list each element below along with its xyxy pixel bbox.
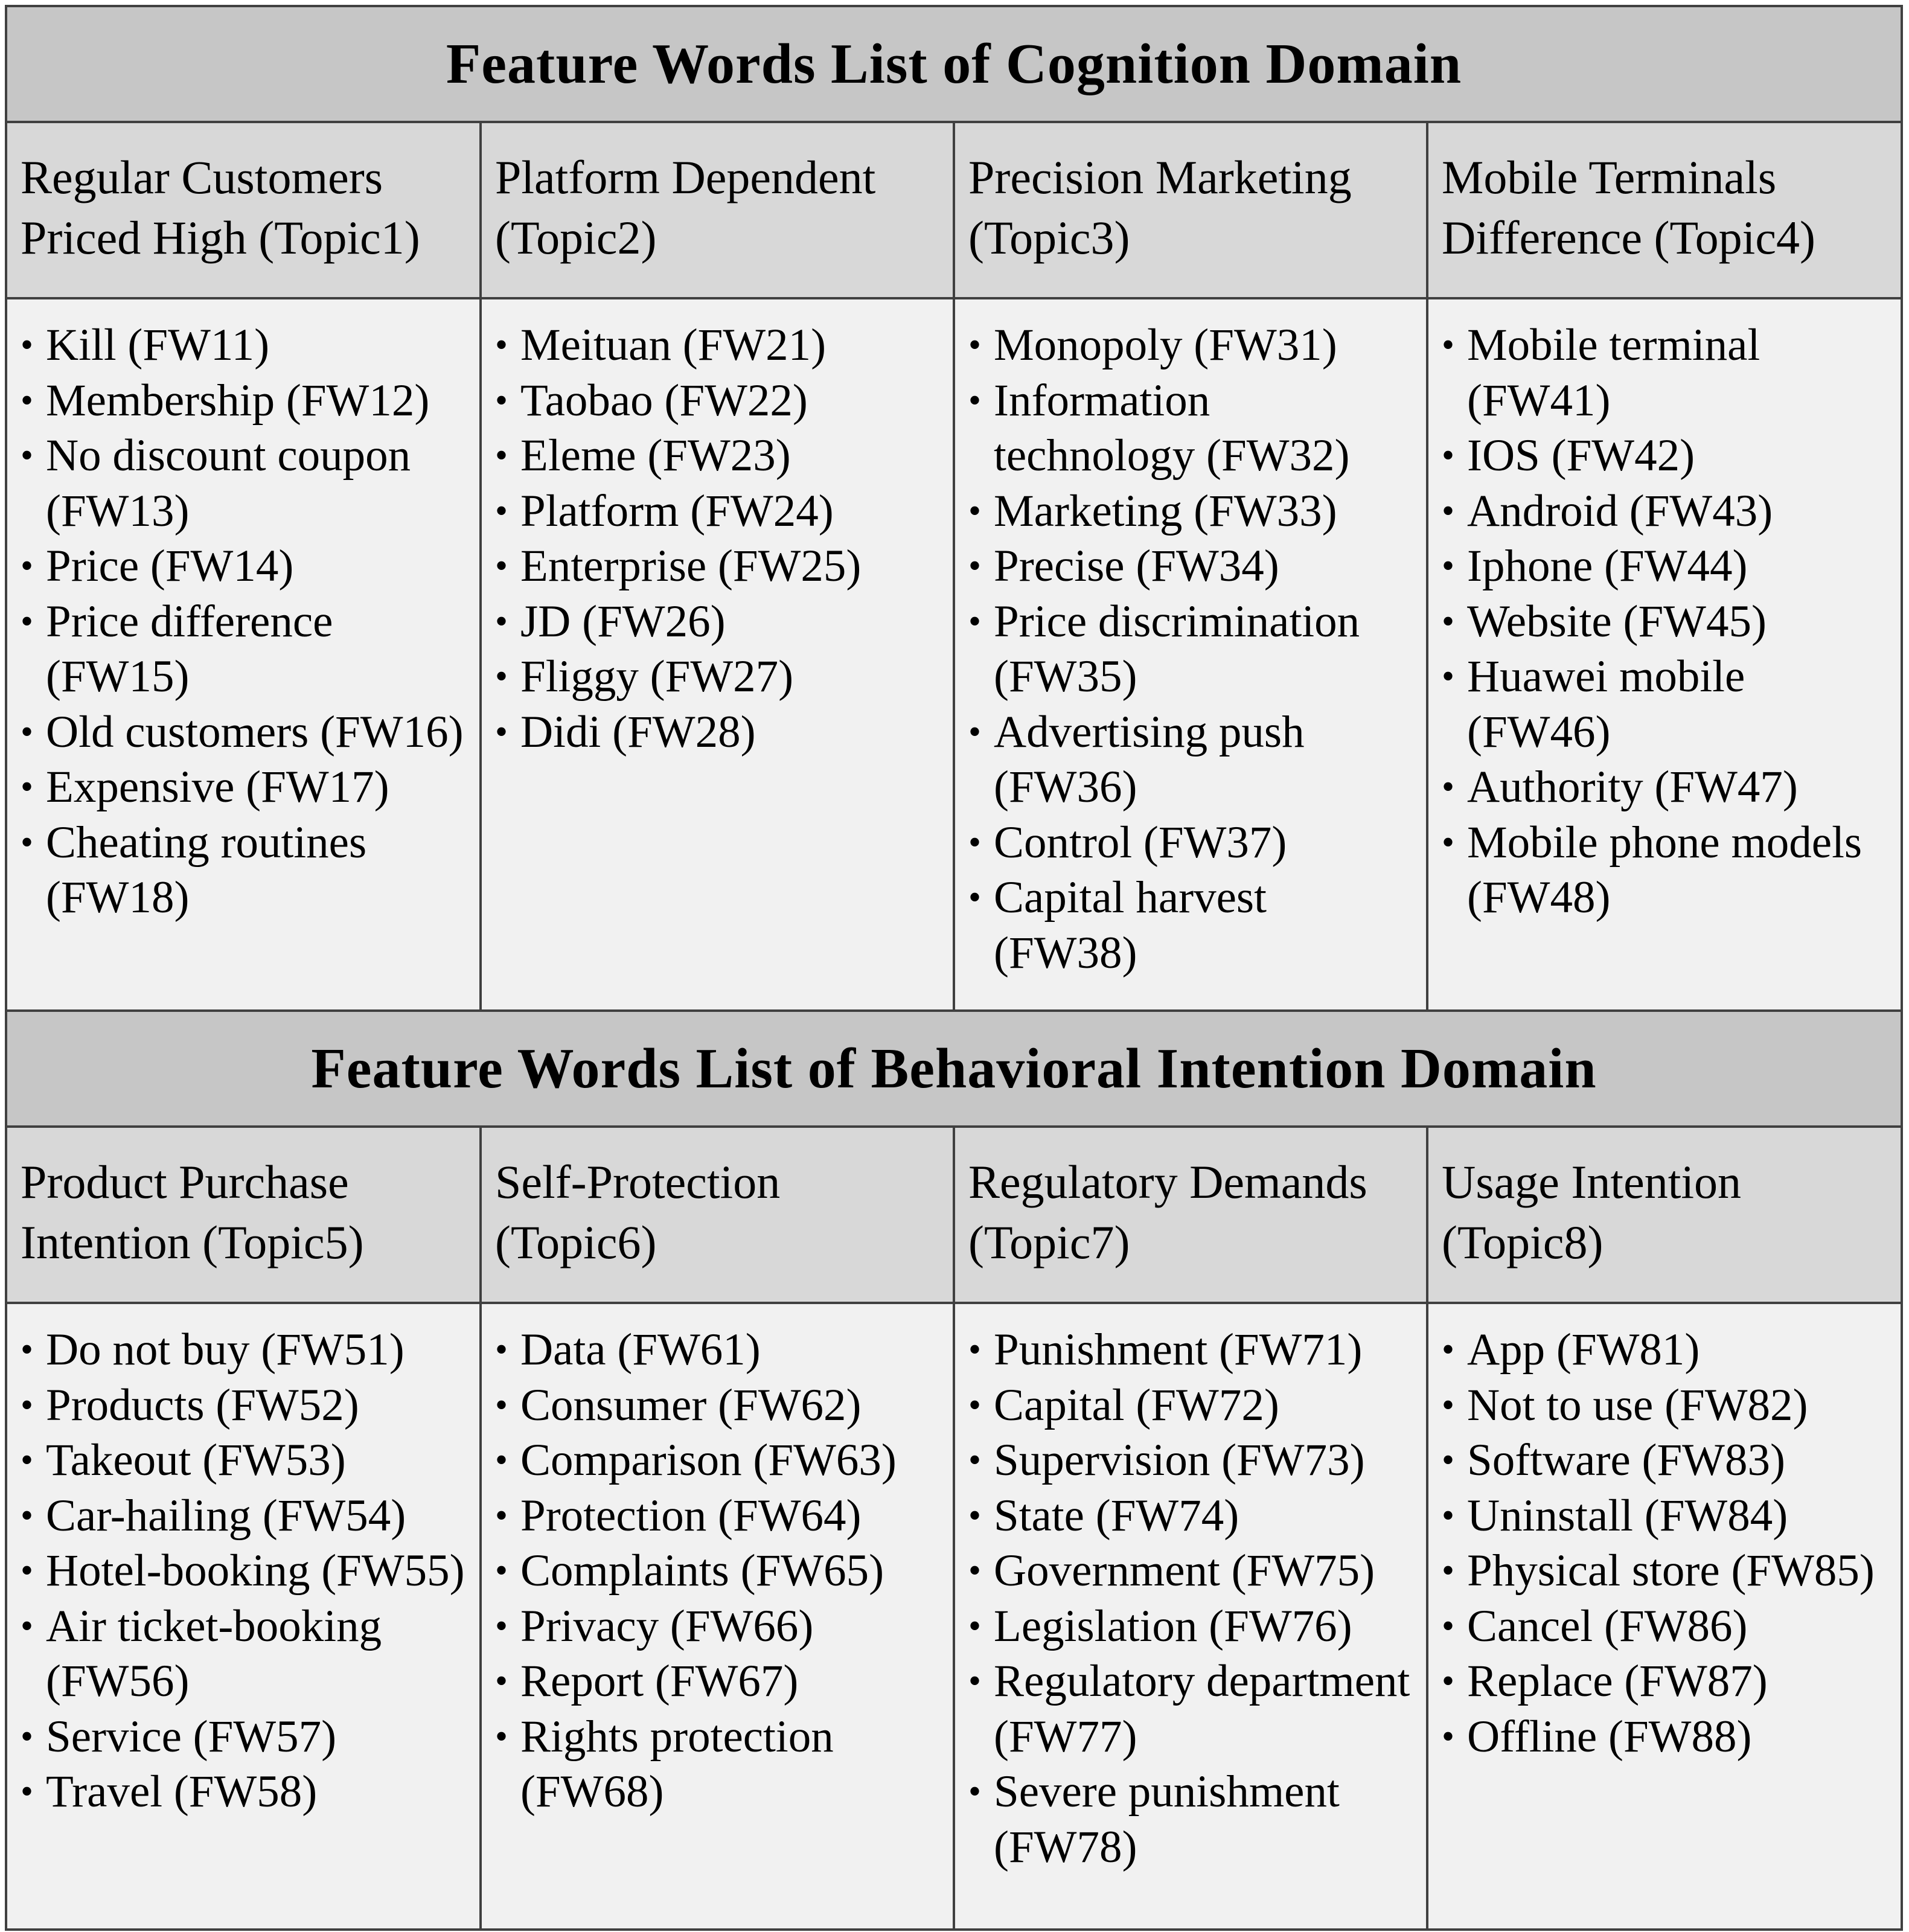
bullet-icon: • xyxy=(1442,490,1455,531)
bullet-icon: • xyxy=(968,1440,982,1480)
feature-word-item xyxy=(495,318,953,373)
bullet-icon: • xyxy=(1442,1605,1455,1646)
topic-heading-topic3: Precision Marketing (Topic3) xyxy=(968,151,1352,264)
feature-word-item xyxy=(21,815,479,926)
feature-word-text: Website (FW45) xyxy=(1467,596,1767,647)
bullet-icon: • xyxy=(21,822,34,862)
feature-word-text: Authority (FW47) xyxy=(1467,762,1798,812)
feature-word-item xyxy=(1442,1433,1901,1488)
topic-header-cell xyxy=(7,123,479,297)
bullet-icon: • xyxy=(1442,1661,1455,1701)
feature-word-text: Price (FW14) xyxy=(46,541,294,591)
feature-word-item xyxy=(1442,1378,1901,1433)
feature-word-text: Platform (FW24) xyxy=(520,485,834,536)
bullet-icon: • xyxy=(968,490,982,531)
feature-word-item xyxy=(21,428,479,539)
feature-word-item xyxy=(968,318,1426,373)
bullet-icon: • xyxy=(968,325,982,365)
feature-word-text: Regulatory department (FW77) xyxy=(994,1656,1410,1762)
word-list-topic1 xyxy=(7,299,479,926)
feature-word-item xyxy=(1442,1543,1901,1599)
feature-word-text: Iphone (FW44) xyxy=(1467,541,1748,591)
bullet-icon: • xyxy=(495,711,508,752)
feature-word-text: Capital harvest (FW38) xyxy=(994,872,1267,978)
bullet-icon: • xyxy=(1442,1384,1455,1425)
feature-word-text: Capital (FW72) xyxy=(994,1380,1279,1430)
bullet-icon: • xyxy=(495,1550,508,1590)
bullet-icon: • xyxy=(21,1384,34,1425)
bullet-icon: • xyxy=(21,1495,34,1535)
feature-word-item xyxy=(1442,318,1901,428)
topic-heading-topic7: Regulatory Demands (Topic7) xyxy=(968,1156,1367,1268)
feature-word-item xyxy=(968,1322,1426,1378)
feature-word-item xyxy=(495,1378,953,1433)
word-list-topic4 xyxy=(1428,299,1901,926)
bullet-icon: • xyxy=(21,1605,34,1646)
bullet-icon: • xyxy=(495,1495,508,1535)
feature-word-text: Comparison (FW63) xyxy=(520,1435,897,1485)
feature-word-text: Consumer (FW62) xyxy=(520,1380,862,1430)
feature-word-text: Hotel-booking (FW55) xyxy=(46,1546,465,1596)
feature-word-text: Data (FW61) xyxy=(520,1325,761,1375)
feature-word-text: Punishment (FW71) xyxy=(994,1325,1363,1375)
domain-title-behavioral-intention: Feature Words List of Behavioral Intention Domain xyxy=(7,1012,1901,1128)
feature-word-text: Offline (FW88) xyxy=(1467,1711,1752,1762)
bullet-icon: • xyxy=(495,1440,508,1480)
feature-word-text: Android (FW43) xyxy=(1467,485,1773,536)
feature-word-item xyxy=(495,649,953,705)
word-list-topic6 xyxy=(482,1304,953,1820)
feature-word-item xyxy=(21,760,479,815)
feature-word-item xyxy=(968,1433,1426,1488)
bullet-icon: • xyxy=(1442,325,1455,365)
feature-word-text: JD (FW26) xyxy=(520,596,726,647)
feature-word-text: Meituan (FW21) xyxy=(520,320,827,370)
bullet-icon: • xyxy=(495,325,508,365)
feature-word-text: Service (FW57) xyxy=(46,1711,337,1762)
topic-heading-topic1: Regular Customers Priced High (Topic1) xyxy=(21,151,420,264)
feature-word-text: Expensive (FW17) xyxy=(46,762,389,812)
feature-word-item xyxy=(1442,760,1901,815)
bullet-icon: • xyxy=(1442,1550,1455,1590)
feature-word-item xyxy=(21,318,479,373)
feature-word-text: Cancel (FW86) xyxy=(1467,1601,1748,1651)
feature-word-item xyxy=(968,705,1426,815)
bullet-icon: • xyxy=(968,1384,982,1425)
feature-word-text: IOS (FW42) xyxy=(1467,430,1695,481)
feature-word-item xyxy=(968,1378,1426,1433)
feature-word-text: Replace (FW87) xyxy=(1467,1656,1768,1706)
bullet-icon: • xyxy=(495,546,508,586)
bullet-icon: • xyxy=(21,767,34,807)
topic-header-cell xyxy=(479,123,953,297)
feature-words-cell xyxy=(7,1304,479,1928)
feature-word-text: Takeout (FW53) xyxy=(46,1435,346,1485)
topic-header-cell xyxy=(479,1128,953,1302)
feature-word-text: Precise (FW34) xyxy=(994,541,1279,591)
bullet-icon: • xyxy=(21,711,34,752)
feature-word-text: App (FW81) xyxy=(1467,1325,1700,1375)
bullet-icon: • xyxy=(968,1605,982,1646)
bullet-icon: • xyxy=(21,380,34,420)
feature-word-item xyxy=(968,1654,1426,1764)
feature-word-text: Not to use (FW82) xyxy=(1467,1380,1808,1430)
feature-word-item xyxy=(968,373,1426,484)
feature-word-text: Monopoly (FW31) xyxy=(994,320,1337,370)
feature-word-item xyxy=(968,870,1426,980)
feature-word-item xyxy=(968,1488,1426,1544)
bullet-icon: • xyxy=(968,822,982,862)
bullet-icon: • xyxy=(21,1440,34,1480)
bullet-icon: • xyxy=(968,380,982,420)
feature-word-item xyxy=(495,1543,953,1599)
feature-word-text: Physical store (FW85) xyxy=(1467,1546,1875,1596)
feature-word-item xyxy=(495,484,953,539)
feature-words-cell xyxy=(953,1304,1426,1928)
feature-word-text: Uninstall (FW84) xyxy=(1467,1490,1788,1541)
bullet-icon: • xyxy=(968,877,982,917)
bullet-icon: • xyxy=(495,490,508,531)
feature-word-item xyxy=(1442,1322,1901,1378)
topic-heading-topic2: Platform Dependent (Topic2) xyxy=(495,151,876,264)
feature-word-text: Membership (FW12) xyxy=(46,375,430,426)
feature-word-item xyxy=(495,1654,953,1709)
feature-word-item xyxy=(495,1599,953,1654)
feature-word-item xyxy=(21,373,479,429)
feature-word-item xyxy=(21,1433,479,1488)
bullet-icon: • xyxy=(968,1661,982,1701)
feature-word-item xyxy=(1442,1599,1901,1654)
feature-word-item xyxy=(1442,428,1901,484)
feature-words-cell xyxy=(7,299,479,1009)
feature-word-text: Protection (FW64) xyxy=(520,1490,862,1541)
bullet-icon: • xyxy=(968,1495,982,1535)
feature-word-item xyxy=(1442,594,1901,650)
feature-word-text: Marketing (FW33) xyxy=(994,485,1337,536)
bullet-icon: • xyxy=(495,1661,508,1701)
bullet-icon: • xyxy=(1442,767,1455,807)
topic-heading-topic6: Self-Protection (Topic6) xyxy=(495,1156,781,1268)
feature-word-text: Complaints (FW65) xyxy=(520,1546,884,1596)
feature-word-item xyxy=(21,539,479,594)
feature-word-text: Price discrimination (FW35) xyxy=(994,596,1360,702)
domain-title-cognition: Feature Words List of Cognition Domain xyxy=(7,7,1901,123)
topic-heading-topic4: Mobile Terminals Difference (Topic4) xyxy=(1442,151,1815,264)
bullet-icon: • xyxy=(1442,1716,1455,1756)
feature-word-item xyxy=(21,705,479,760)
feature-word-text: Car-hailing (FW54) xyxy=(46,1490,406,1541)
bullet-icon: • xyxy=(1442,1329,1455,1369)
feature-word-text: Mobile phone models (FW48) xyxy=(1467,817,1863,923)
bullet-icon: • xyxy=(21,1550,34,1590)
bullet-icon: • xyxy=(1442,1440,1455,1480)
feature-word-item xyxy=(968,484,1426,539)
feature-word-item xyxy=(495,1433,953,1488)
topic-header-row-behavioral-intention xyxy=(7,1128,1901,1304)
topic-header-cell xyxy=(7,1128,479,1302)
word-list-topic7 xyxy=(955,1304,1426,1875)
feature-word-text: Rights protection (FW68) xyxy=(520,1711,834,1817)
bullet-icon: • xyxy=(21,1329,34,1369)
feature-words-cell xyxy=(1426,299,1901,1009)
feature-word-item xyxy=(1442,539,1901,594)
bullet-icon: • xyxy=(968,601,982,641)
bullet-icon: • xyxy=(1442,822,1455,862)
feature-word-text: Cheating routines (FW18) xyxy=(46,817,367,923)
topic-header-cell xyxy=(953,1128,1426,1302)
feature-word-text: Information technology (FW32) xyxy=(994,375,1350,481)
bullet-icon: • xyxy=(1442,601,1455,641)
feature-word-text: Government (FW75) xyxy=(994,1546,1375,1596)
feature-word-item xyxy=(1442,815,1901,926)
feature-word-text: Travel (FW58) xyxy=(46,1767,318,1817)
bullet-icon: • xyxy=(495,1329,508,1369)
word-list-topic5 xyxy=(7,1304,479,1820)
topic-heading-topic5: Product Purchase Intention (Topic5) xyxy=(21,1156,364,1268)
word-list-topic8 xyxy=(1428,1304,1901,1764)
topic-header-cell xyxy=(1426,1128,1901,1302)
feature-word-text: Enterprise (FW25) xyxy=(520,541,862,591)
feature-word-item xyxy=(21,1378,479,1433)
bullet-icon: • xyxy=(968,711,982,752)
feature-words-cell xyxy=(953,299,1426,1009)
bullet-icon: • xyxy=(495,1384,508,1425)
feature-word-item xyxy=(1442,649,1901,760)
feature-word-text: Do not buy (FW51) xyxy=(46,1325,405,1375)
bullet-icon: • xyxy=(968,1771,982,1811)
feature-word-item xyxy=(968,1543,1426,1599)
bullet-icon: • xyxy=(495,1605,508,1646)
feature-word-text: Legislation (FW76) xyxy=(994,1601,1352,1651)
feature-word-item xyxy=(495,1322,953,1378)
feature-word-item xyxy=(968,594,1426,705)
topic-heading-topic8: Usage Intention (Topic8) xyxy=(1442,1156,1742,1268)
feature-word-text: Eleme (FW23) xyxy=(520,430,791,481)
feature-word-item xyxy=(968,539,1426,594)
feature-word-text: Control (FW37) xyxy=(994,817,1287,868)
bullet-icon: • xyxy=(495,656,508,696)
feature-word-item xyxy=(1442,484,1901,539)
feature-word-item xyxy=(21,1709,479,1765)
feature-word-item xyxy=(1442,1488,1901,1544)
feature-word-item xyxy=(21,1488,479,1544)
bullet-icon: • xyxy=(1442,656,1455,696)
feature-words-cell xyxy=(1426,1304,1901,1928)
feature-word-text: Report (FW67) xyxy=(520,1656,799,1706)
feature-word-item xyxy=(495,428,953,484)
feature-word-item xyxy=(495,1709,953,1820)
bullet-icon: • xyxy=(21,435,34,475)
word-list-topic3 xyxy=(955,299,1426,980)
feature-word-item xyxy=(21,594,479,705)
feature-words-row-behavioral-intention xyxy=(7,1304,1901,1928)
bullet-icon: • xyxy=(968,1550,982,1590)
bullet-icon: • xyxy=(21,325,34,365)
bullet-icon: • xyxy=(1442,435,1455,475)
feature-word-text: Didi (FW28) xyxy=(520,706,756,757)
feature-word-text: Software (FW83) xyxy=(1467,1435,1785,1485)
feature-word-item xyxy=(968,815,1426,871)
feature-word-item xyxy=(21,1543,479,1599)
feature-word-item xyxy=(21,1764,479,1820)
word-list-topic2 xyxy=(482,299,953,760)
feature-word-text: Supervision (FW73) xyxy=(994,1435,1365,1485)
bullet-icon: • xyxy=(495,601,508,641)
feature-word-item xyxy=(495,705,953,760)
feature-word-text: Advertising push (FW36) xyxy=(994,706,1305,812)
bullet-icon: • xyxy=(968,1329,982,1369)
feature-word-item xyxy=(495,539,953,594)
bullet-icon: • xyxy=(1442,546,1455,586)
feature-word-text: Air ticket-booking (FW56) xyxy=(46,1601,382,1706)
feature-word-text: Products (FW52) xyxy=(46,1380,359,1430)
bullet-icon: • xyxy=(21,1771,34,1811)
feature-word-text: Price difference (FW15) xyxy=(46,596,333,702)
feature-word-item xyxy=(495,373,953,429)
feature-word-text: Taobao (FW22) xyxy=(520,375,808,426)
feature-word-text: Severe punishment (FW78) xyxy=(994,1767,1340,1872)
feature-word-item xyxy=(1442,1654,1901,1709)
feature-word-item xyxy=(968,1764,1426,1875)
feature-word-text: State (FW74) xyxy=(994,1490,1239,1541)
feature-word-text: Privacy (FW66) xyxy=(520,1601,814,1651)
topic-header-cell xyxy=(1426,123,1901,297)
feature-word-item xyxy=(495,594,953,650)
feature-word-text: No discount coupon (FW13) xyxy=(46,430,411,536)
feature-word-item xyxy=(495,1488,953,1544)
bullet-icon: • xyxy=(21,601,34,641)
feature-word-item xyxy=(21,1599,479,1709)
feature-word-text: Huawei mobile (FW46) xyxy=(1467,651,1745,757)
feature-words-row-cognition xyxy=(7,299,1901,1009)
topic-header-cell xyxy=(953,123,1426,297)
feature-words-table xyxy=(5,5,1903,1931)
feature-word-item xyxy=(968,1599,1426,1654)
feature-words-cell xyxy=(479,299,953,1009)
bullet-icon: • xyxy=(21,1716,34,1756)
bullet-icon: • xyxy=(21,546,34,586)
feature-word-text: Kill (FW11) xyxy=(46,320,270,370)
feature-word-text: Mobile terminal (FW41) xyxy=(1467,320,1760,426)
bullet-icon: • xyxy=(968,546,982,586)
feature-word-item xyxy=(1442,1709,1901,1765)
topic-header-row-cognition xyxy=(7,123,1901,299)
feature-word-text: Fliggy (FW27) xyxy=(520,651,794,702)
feature-word-text: Old customers (FW16) xyxy=(46,706,464,757)
bullet-icon: • xyxy=(495,380,508,420)
bullet-icon: • xyxy=(1442,1495,1455,1535)
feature-words-cell xyxy=(479,1304,953,1928)
bullet-icon: • xyxy=(495,1716,508,1756)
bullet-icon: • xyxy=(495,435,508,475)
feature-word-item xyxy=(21,1322,479,1378)
